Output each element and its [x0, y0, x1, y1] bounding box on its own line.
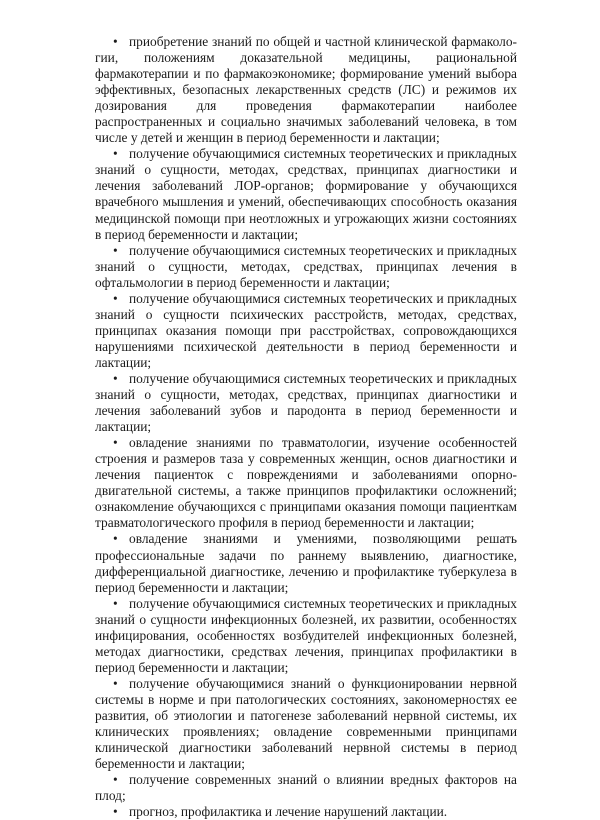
list-item	[95, 596, 517, 676]
list-item-text: приобретение знаний по общей и частной клинической фармакологии, положениям доказательной медицины, рациональной фармакотерапии и по фармакоэкономике; формирование умений выбора эффективных, безопасных лекарственных средств (ЛС) и режимов их дозирования для проведения фармакотерапии наиболее распространенных и социально значимых заболеваний человека, в том числе у детей и женщин в период беременности и лактации;	[95, 34, 517, 146]
list-item	[95, 435, 517, 531]
list-item	[95, 371, 517, 435]
list-item-text: получение современных знаний о влиянии вредных факторов на плод;	[95, 772, 517, 804]
list-item-text: овладение знаниями по травматологии, изучение особенностей строения и размеров таза у современных женщин, основ диагностики и лечения пациенток с повреждениями и заболеваниями опорно-двигательной системы, а также принципов профилактики осложнений; ознакомление обучающихся с принципами оказания помощи пациенткам травматологического профиля в период беременности и лактации;	[95, 435, 517, 531]
list-item	[95, 804, 517, 820]
bullet-icon: •	[113, 290, 118, 306]
list-item	[95, 531, 517, 595]
bullet-icon: •	[113, 772, 118, 788]
list-item-text: получение обучающимися системных теоретических и прикладных знаний о сущности, методах, средствах, принципах диагностики и лечения заболеваний ЛОР-органов; формирование у обучающихся врачебного мышления и умений, обеспечивающих способность оказания медицинской помощи при неотложных и угрожающих жизни состояниях в период беременности и лактации;	[95, 146, 517, 242]
list-item-text: прогноз, профилактика и лечение нарушений лактации.	[129, 804, 448, 820]
list-item	[95, 243, 517, 291]
bullet-icon: •	[113, 595, 118, 611]
list-item-text: получение обучающимися системных теоретических и прикладных знаний о сущности, методах, средствах, принципах диагностики и лечения заболеваний зубов и пародонта в период беременности и лактации;	[95, 370, 517, 435]
document-page	[95, 34, 517, 820]
list-item	[95, 291, 517, 371]
list-item-text: получение обучающимися системных теоретических и прикладных знаний о сущности инфекционных болезней, их развитии, особенностях инфицирования, особенностях возбудителей инфекционных болезней, методах диагностики, средствах лечения, принципах профилактики в период беременности и лактации;	[95, 595, 517, 675]
bullet-icon: •	[113, 804, 118, 820]
list-item	[95, 772, 517, 804]
bullet-icon: •	[113, 242, 118, 258]
bullet-icon: •	[113, 370, 118, 386]
bullet-icon: •	[113, 531, 118, 547]
bullet-icon: •	[113, 146, 118, 162]
list-item	[95, 34, 517, 146]
list-item-text: получение обучающимися системных теоретических и прикладных знаний о сущности психических расстройств, методах, средствах, принципах оказания помощи при расстройствах, сопровождающихся нарушениями психической деятельности в период беременности и лактации;	[95, 290, 517, 370]
list-item-text: получение обучающимися знаний о функционировании нервной системы в норме и при патологических состояниях, закономерностях ее развития, об этиологии и патогенезе заболеваний нервной системы, их клинических проявлениях; овладение современными принципами клинической диагностики заболеваний нервной системы в период беременности и лактации;	[95, 675, 517, 772]
bullet-icon: •	[113, 34, 118, 49]
bullet-icon: •	[113, 675, 118, 691]
list-item-text: овладение знаниями и умениями, позволяющими решать профессиональные задачи по раннему выявлению, диагностике, дифференциальной диагностике, лечению и профилактике туберкулеза в период беременности и лактации;	[95, 531, 517, 595]
list-item	[95, 676, 517, 772]
list-item	[95, 146, 517, 242]
list-item-text: получение обучающимися системных теоретических и прикладных знаний о сущности, методах, средствах, принципах лечения в офтальмологии в период беременности и лактации;	[95, 242, 517, 290]
bullet-icon: •	[113, 435, 118, 451]
